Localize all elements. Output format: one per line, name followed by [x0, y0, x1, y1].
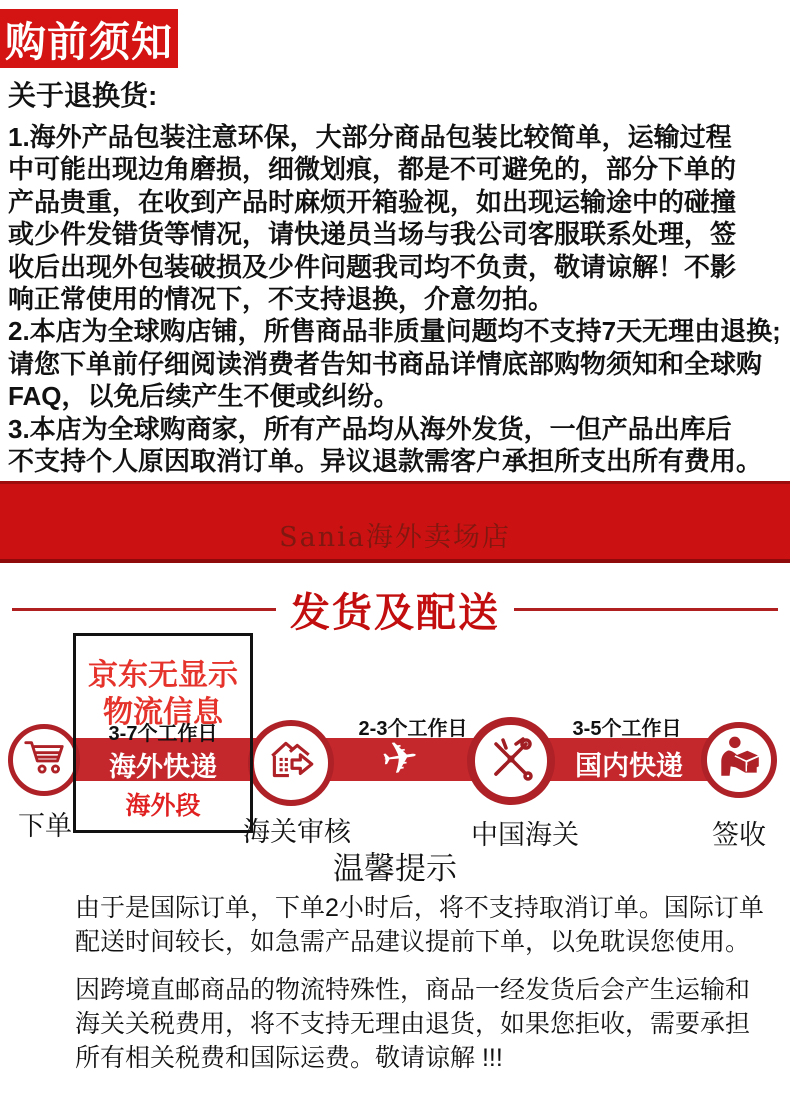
tip-line: 海关关税费用，将不支持无理由退货，如果您拒收，需要承担 — [75, 1010, 751, 1038]
tip-line: 由于是国际订单，下单2小时后，将不支持取消订单。国际订单 — [75, 894, 764, 922]
policy-line: 请您下单前仔细阅读消费者告知书商品详情底部购物须知和全球购 — [8, 348, 763, 379]
cart-icon — [21, 735, 67, 786]
policy-line: 或少件发错货等情况，请快递员当场与我公司客服联系处理，签 — [8, 219, 737, 250]
policy-line: 中可能出现边角磨损，细微划痕，都是不可避免的，部分下单的 — [8, 154, 737, 185]
step-circle-china-customs — [467, 717, 555, 805]
page-title-banner — [0, 9, 178, 68]
step-label-sign: 签收 — [712, 820, 766, 850]
returns-policy-text — [8, 121, 781, 477]
tips-paragraph-1 — [75, 891, 764, 959]
logistics-note-line2: 物流信息 — [103, 696, 223, 729]
policy-line: 1.海外产品包装注意环保，大部分商品包装比较简单，运输过程 — [8, 122, 732, 152]
step-circle-order — [8, 724, 80, 796]
step-label-customs-review: 海关审核 — [243, 817, 351, 847]
store-watermark-band — [0, 481, 790, 563]
policy-line: 不支持个人原因取消订单。异议退款需客户承担所支出所有费用。 — [8, 446, 763, 477]
band-label-overseas-express: 海外快递 — [109, 752, 217, 782]
duration-overseas: 3-7个工作日 — [108, 723, 218, 745]
segment-label-overseas: 海外段 — [125, 792, 201, 820]
policy-line: FAQ，以免后续产生不便或纠纷。 — [8, 381, 400, 412]
header-rule-right — [514, 608, 778, 611]
step-circle-customs-review — [248, 720, 334, 806]
shipping-header-title: 发货及配送 — [290, 590, 500, 635]
policy-line: 2.本店为全球购店铺，所售商品非质量问题均不支持7天无理由退换; — [8, 316, 781, 347]
duration-customs: 2-3个工作日 — [358, 718, 468, 740]
band-label-domestic-express: 国内快递 — [575, 751, 683, 781]
returns-heading: 关于退换货: — [8, 80, 158, 111]
customs-emblem-icon — [483, 731, 539, 792]
logistics-note-line1: 京东无显示 — [88, 659, 238, 692]
header-rule-left — [12, 608, 276, 611]
policy-line: 3.本店为全球购商家，所有产品均从海外发货，一但产品出库后 — [8, 413, 732, 444]
policy-line: 响正常使用的情况下，不支持退换，介意勿拍。 — [8, 284, 555, 315]
step-label-china-customs: 中国海关 — [471, 820, 579, 850]
shipping-section-header — [0, 584, 790, 634]
tips-paragraph-2 — [75, 973, 750, 1075]
store-watermark: Sania海外卖场店 — [279, 522, 511, 553]
airplane-icon: ✈ — [378, 731, 422, 785]
tip-line: 所有相关税费和国际运费。敬请谅解 !!! — [75, 1044, 503, 1072]
tips-heading: 温馨提示 — [333, 851, 457, 886]
policy-line: 收后出现外包装破损及少件问题我司均不负责，敬请谅解！不影 — [8, 251, 737, 282]
person-parcel-icon — [714, 733, 764, 788]
tip-line: 配送时间较长，如急需产品建议提前下单，以免耽误您使用。 — [75, 928, 751, 956]
house-export-icon — [264, 734, 318, 793]
step-label-order: 下单 — [18, 811, 72, 841]
policy-line: 产品贵重，在收到产品时麻烦开箱验视，如出现运输途中的碰撞 — [8, 186, 737, 217]
tip-line: 因跨境直邮商品的物流特殊性，商品一经发货后会产生运输和 — [75, 976, 751, 1004]
duration-domestic: 3-5个工作日 — [572, 718, 682, 740]
page-title: 购前须知 — [5, 19, 173, 65]
step-circle-sign — [701, 722, 777, 798]
